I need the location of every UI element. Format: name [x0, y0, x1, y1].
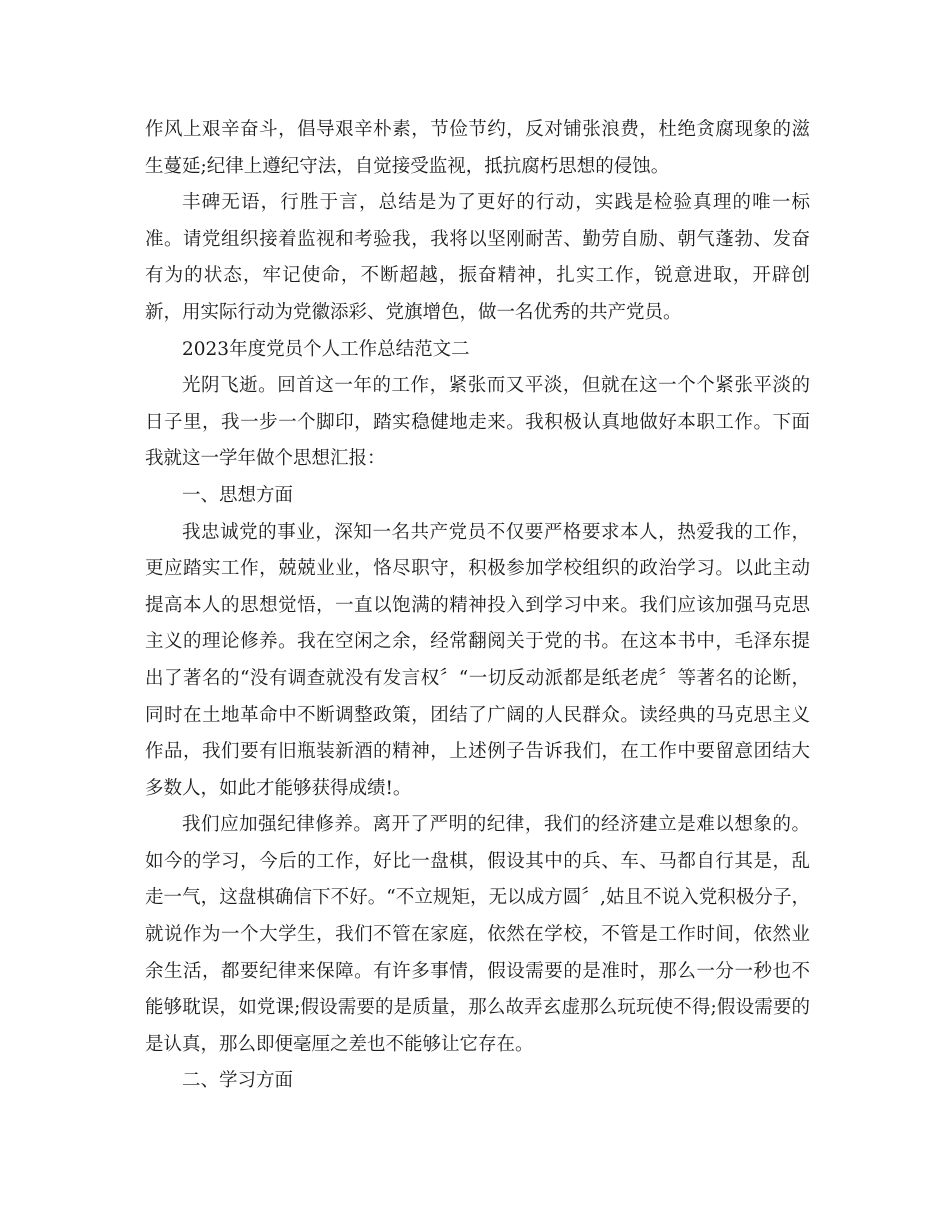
paragraph-discipline-summary: 作风上艰辛奋斗，倡导艰辛朴素，节俭节约，反对铺张浪费，杜绝贪腐现象的滋生蔓延;纪律上遵纪守法，自觉接受监视，抵抗腐朽思想的侵蚀。	[145, 119, 810, 177]
document-body	[145, 112, 810, 1100]
heading-thought-aspect: 一、思想方面	[182, 484, 294, 506]
paragraph-thought-details: 我忠诚党的事业，深知一名共产党员不仅要严格要求本人，热爱我的工作，更应踏实工作，兢兢业业，恪尽职守，积极参加学校组织的政治学习。以此主动提高本人的思想觉悟，一直以饱满的精神投入到学习中来。我们应该加强马克思主义的理论修养。我在空闲之余，经常翻阅关于党的书。在这本书中，毛泽东提出了著名的“没有调查就没有发言权〞“一切反动派都是纸老虎〞等著名的论断，同时在土地革命中不断调整政策，团结了广阔的人民群众。读经典的马克思主义作品，我们要有旧瓶装新酒的精神，上述例子告诉我们，在工作中要留意团结大多数人，如此才能够获得成绩!。	[145, 521, 810, 799]
paragraph-discipline-cultivation: 我们应加强纪律修养。离开了严明的纪律，我们的经济建立是难以想象的。如今的学习，今后的工作，好比一盘棋，假设其中的兵、车、马都自行其是，乱走一气，这盘棋确信下不好。“不立规矩，无以成方圆〞,姑且不说入党积极分子，就说作为一个大学生，我们不管在家庭，依然在学校，不管是工作时间，依然业余生活，都要纪律来保障。有许多事情，假设需要的是准时，那么一分一秒也不能够耽误，如党课;假设需要的是质量，那么故弄玄虚那么玩玩使不得;假设需要的是认真，那么即便毫厘之差也不能够让它存在。	[145, 814, 810, 1055]
paragraph-closing-commitment: 丰碑无语，行胜于言，总结是为了更好的行动，实践是检验真理的唯一标准。请党组织接着监视和考验我，我将以坚刚耐苦、勤劳自励、朝气蓬勃、发奋有为的状态，牢记使命，不断超越，振奋精神，扎实工作，锐意进取，开辟创新，用实际行动为党徽添彩、党旗增色，做一名优秀的共产党员。	[145, 192, 810, 323]
section-title-sample-two: 2023年度党员个人工作总结范文二	[182, 338, 470, 360]
paragraph-year-review-intro: 光阴飞逝。回首这一年的工作，紧张而又平淡，但就在这一个个紧张平淡的日子里，我一步一个脚印，踏实稳健地走来。我积极认真地做好本职工作。下面我就这一学年做个思想汇报：	[145, 375, 810, 470]
heading-study-aspect: 二、学习方面	[182, 1070, 294, 1092]
